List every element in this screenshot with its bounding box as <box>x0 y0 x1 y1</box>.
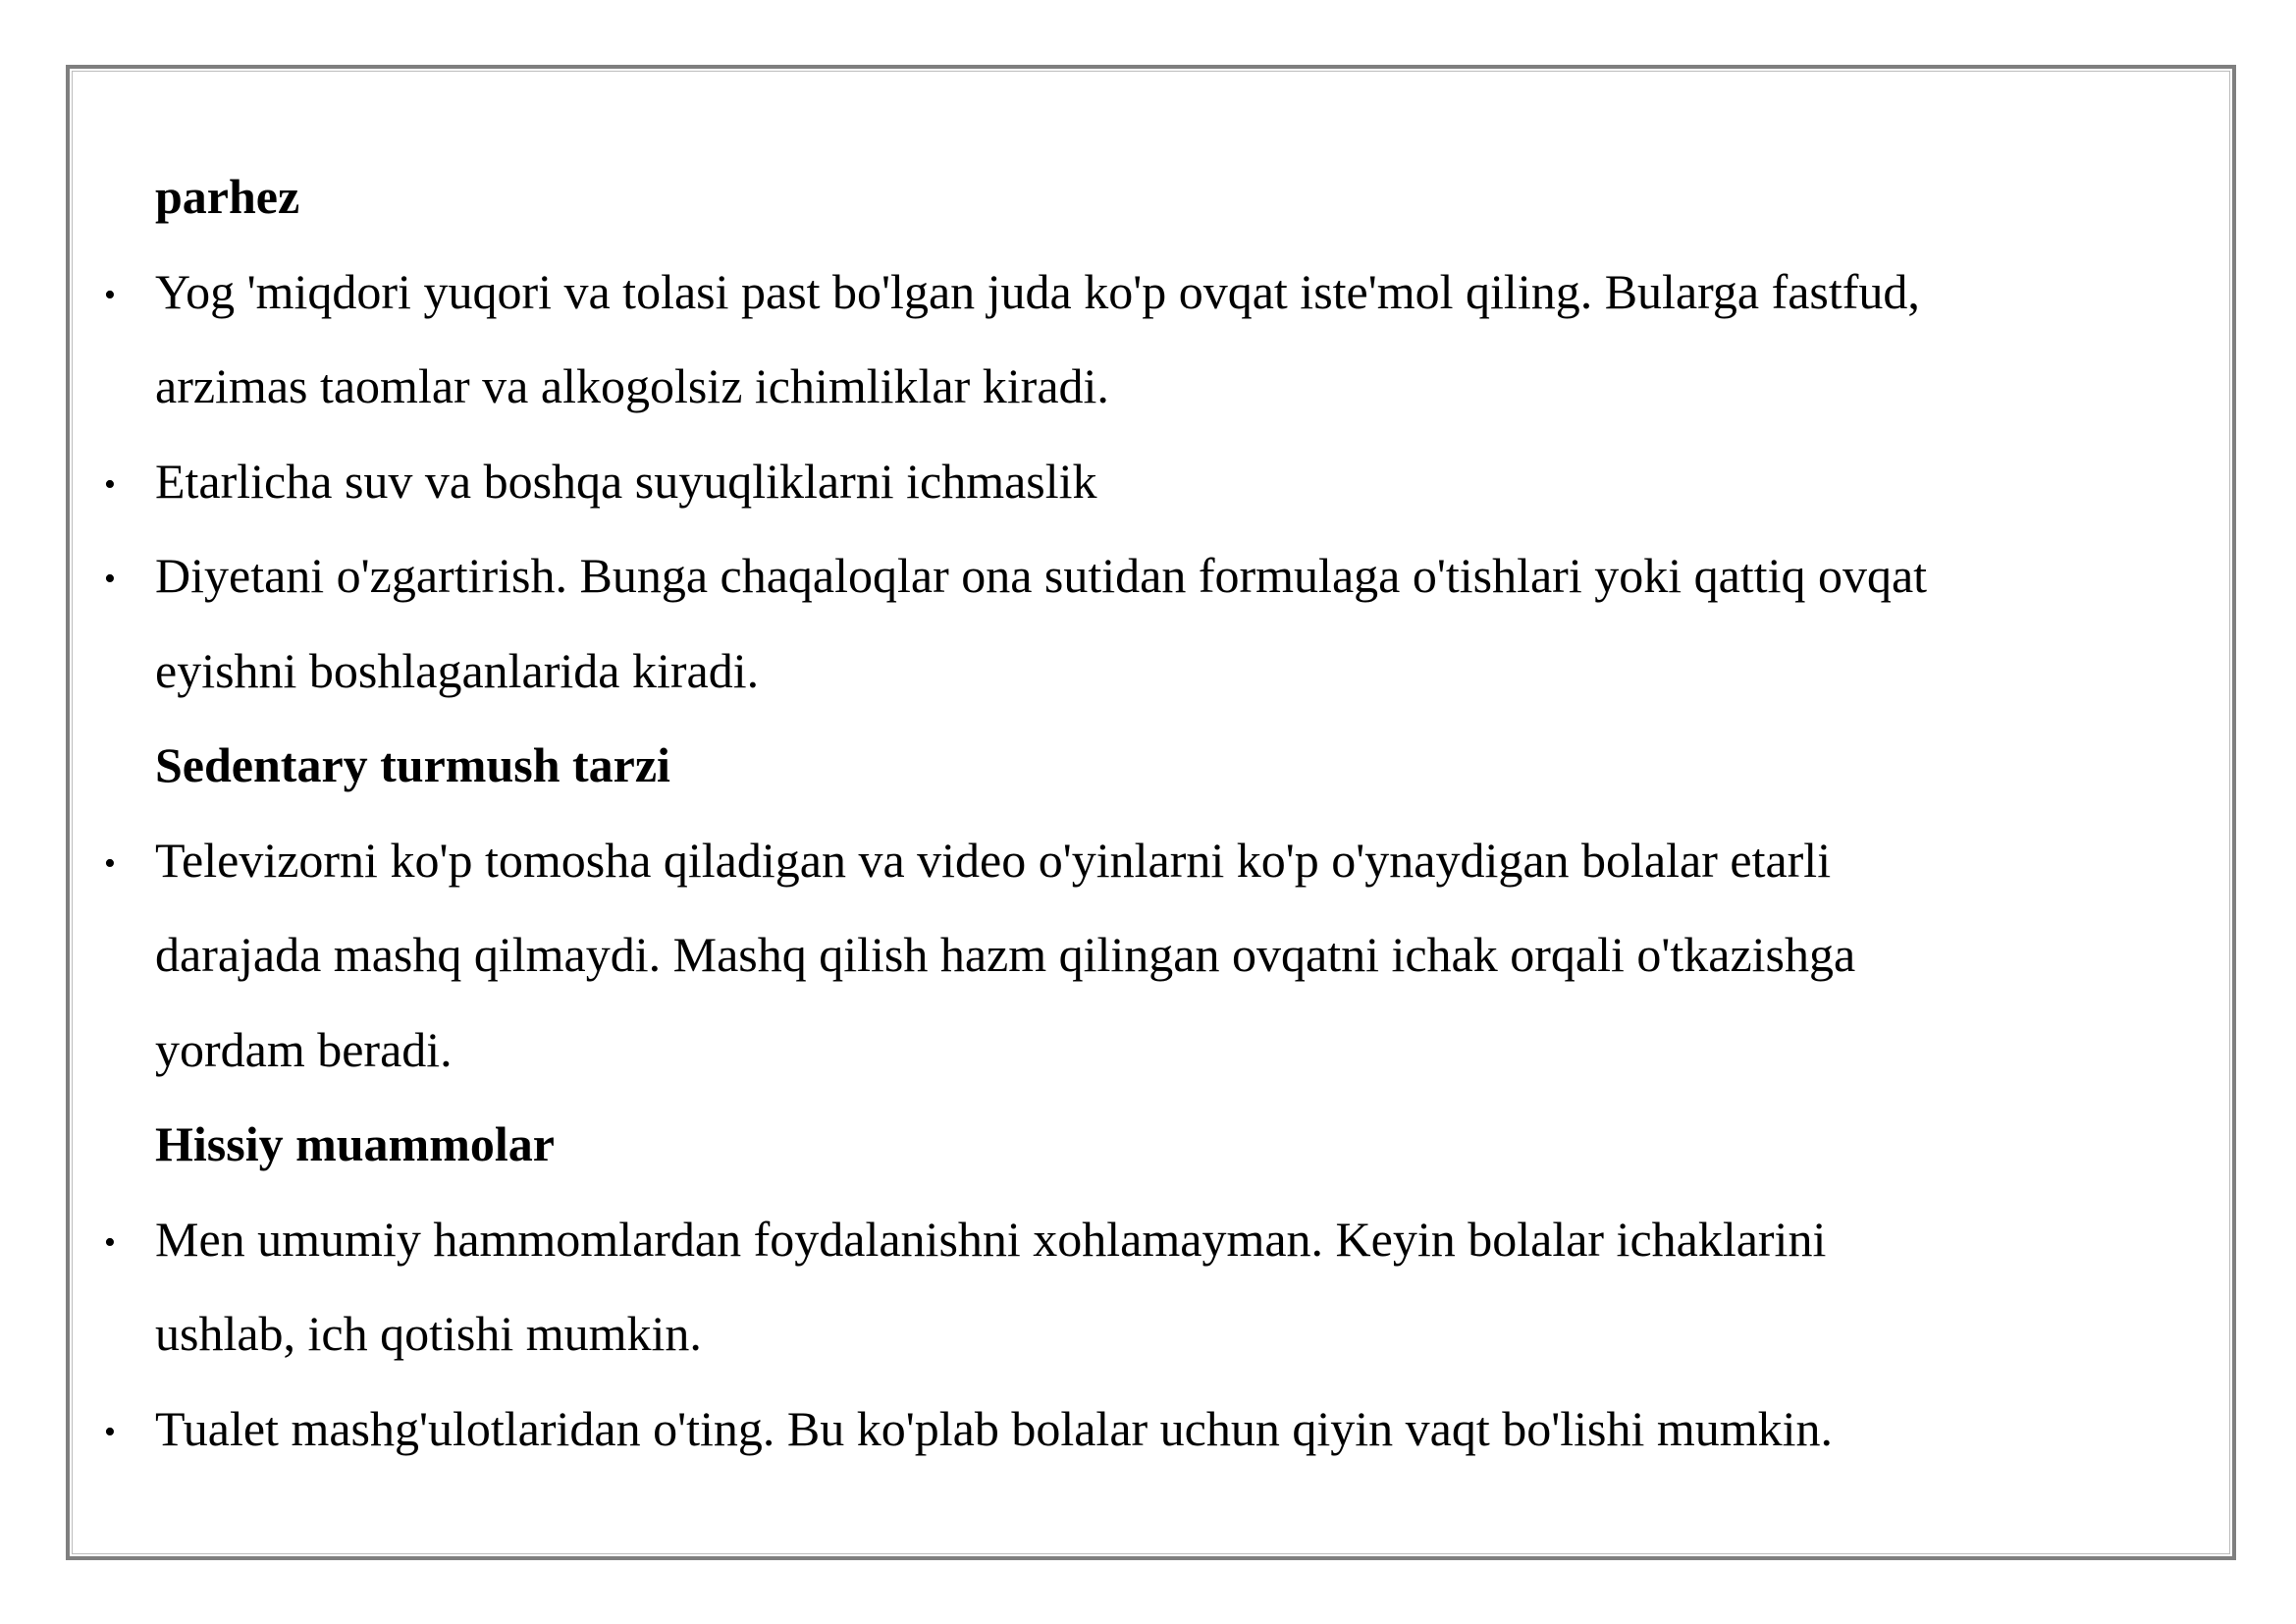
list-item <box>104 244 2177 434</box>
bullet-icon: • <box>104 1413 116 1450</box>
bullet-icon: • <box>104 1223 116 1261</box>
list-item-line <box>104 528 2177 623</box>
list-item <box>104 434 2177 529</box>
bullet-icon: • <box>104 561 116 597</box>
section-heading: Hissiy muammolar <box>155 1116 555 1171</box>
list-item <box>104 528 2177 718</box>
list-item <box>104 1192 2177 1381</box>
bullet-icon: • <box>104 276 116 313</box>
bullet-icon: • <box>104 465 116 503</box>
list-item-text: darajada mashq qilmaydi. Mashq qilish hazm qilingan ovqatni ichak orqali o'tkazishga <box>155 927 1856 982</box>
list-item-text: Tualet mashg'ulotlaridan o'ting. Bu ko'plab bolalar uchun qiyin vaqt bo'lishi mumkin. <box>155 1400 1834 1456</box>
list-item-text: Yog 'miqdori yuqori va tolasi past bo'lgan juda ko'p ovqat iste'mol qiling. Bularga fastfud, <box>155 263 1920 319</box>
document-content <box>104 149 2177 1476</box>
list-item-text: Etarlicha suv va boshqa suyuqliklarni ichmaslik <box>155 453 1097 509</box>
list-item-line <box>104 1192 2177 1287</box>
list-item-line <box>155 907 2177 1002</box>
list-item-line <box>155 623 2177 719</box>
list-item-line <box>104 434 2177 529</box>
list-item-text: yordam beradi. <box>155 1021 453 1077</box>
list-item-line <box>104 1381 2177 1477</box>
list-item-text: ushlab, ich qotishi mumkin. <box>155 1306 702 1361</box>
list-item-text: Men umumiy hammomlardan foydalanishni xohlamayman. Keyin bolalar ichaklarini <box>155 1211 1827 1267</box>
list-item-text: eyishni boshlaganlarida kiradi. <box>155 642 760 698</box>
list-item-line <box>155 1286 2177 1381</box>
list-item <box>104 1381 2177 1477</box>
section-heading: parhez <box>155 169 300 224</box>
list-item-line <box>155 339 2177 434</box>
list-item-text: arzimas taomlar va alkogolsiz ichimliklar kiradi. <box>155 358 1109 413</box>
list-item-line <box>104 813 2177 908</box>
bullet-icon: • <box>104 844 116 882</box>
list-item <box>104 813 2177 1098</box>
list-item-line <box>155 1002 2177 1098</box>
section-heading: Sedentary turmush tarzi <box>155 737 670 792</box>
list-item-line <box>104 244 2177 340</box>
list-item-text: Diyetani o'zgartirish. Bunga chaqaloqlar ona sutidan formulaga o'tishlari yoki qattiq ovqat <box>155 548 1928 603</box>
list-item-text: Televizorni ko'p tomosha qiladigan va video o'yinlarni ko'p o'ynaydigan bolalar etarli <box>155 832 1832 888</box>
